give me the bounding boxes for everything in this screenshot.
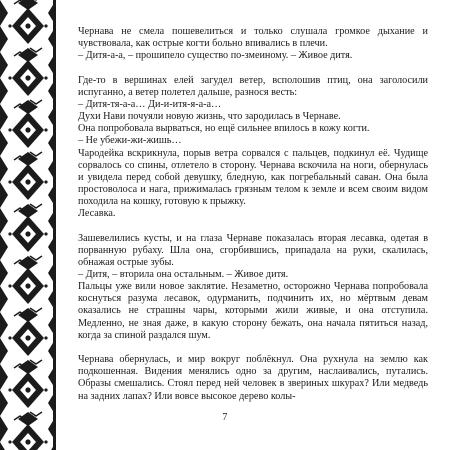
ornament-pattern-icon xyxy=(0,0,56,450)
paragraph: Духи Нави почуяли новую жизнь, что зародилась в Чернаве. xyxy=(78,111,341,123)
paragraph: Пальцы уже вили новое заклятие. Незаметно, осторожно Чернава попробовала коснуться разума лесавок, одурманить, подчинить их, но мёртвым девам оказались не страшны чары, которыми жили живые, и она отступила. Медленно, не зная даже, в какую сторону бежать, она начала пятиться назад, когда за спиной раздался шум. xyxy=(78,281,428,341)
paragraph: – Дитя, – вторила она остальным. – Живое дитя. xyxy=(78,269,289,280)
paragraph: Чернава обернулась, и мир вокруг поблёкнул. Она рухнула на землю как подкошенная. Видения менялись одно за другим, наслаивались, путались. Образы смешались. Стоял перед ней человек в звериных шкурах? Или медведь на задних лапах? Или вовсе высокое дерево колы- xyxy=(78,354,428,402)
paragraph: – Дитя-тя-а-а… Ди-и-итя-я-а-а… xyxy=(78,98,222,110)
page-text xyxy=(78,26,428,406)
paragraph: Она попробовала вырваться, но ещё сильнее впилось в кожу когти. xyxy=(78,123,370,135)
ornamental-border xyxy=(0,0,56,450)
paragraph: Чародейка вскрикнула, порыв ветра сорвался с пальцев, подкинул её. Чудище сорвалось со спины, отлетело в сторону. Чернава вскочила на ноги, обернулась и увидела перед собой девушку, бледную, как погребальный саван. Она была простоволоса и нага, прижималась грязным телом к земле и всем своим видом походила на кошку, готовую к прыжку. xyxy=(78,147,428,208)
page-number: 7 xyxy=(222,412,228,423)
paragraph: – Не убежи-жи-жишь… xyxy=(78,135,182,147)
paragraph: – Дитя-а-а, – прошипело существо по-змеиному. – Живое дитя. xyxy=(78,50,353,62)
paragraph: Где-то в вершинах елей загудел ветер, всполошив птиц, она заголосили испуганно, а ветер полетел дальше, разнося весть: xyxy=(78,74,428,98)
paragraph: Лесавка. xyxy=(78,208,116,220)
paragraph: Зашевелились кусты, и на глаза Чернаве показалась вторая лесавка, одетая в порванную рубаху. Шла она, сгорбившись, припадала на руки, скалилась, обнажая острые зубы. xyxy=(78,232,428,268)
paragraph: Чернава не смела пошевелиться и только слушала громкое дыхание и чувствовала, как острые когти больно впивались в плечи. xyxy=(78,26,428,50)
